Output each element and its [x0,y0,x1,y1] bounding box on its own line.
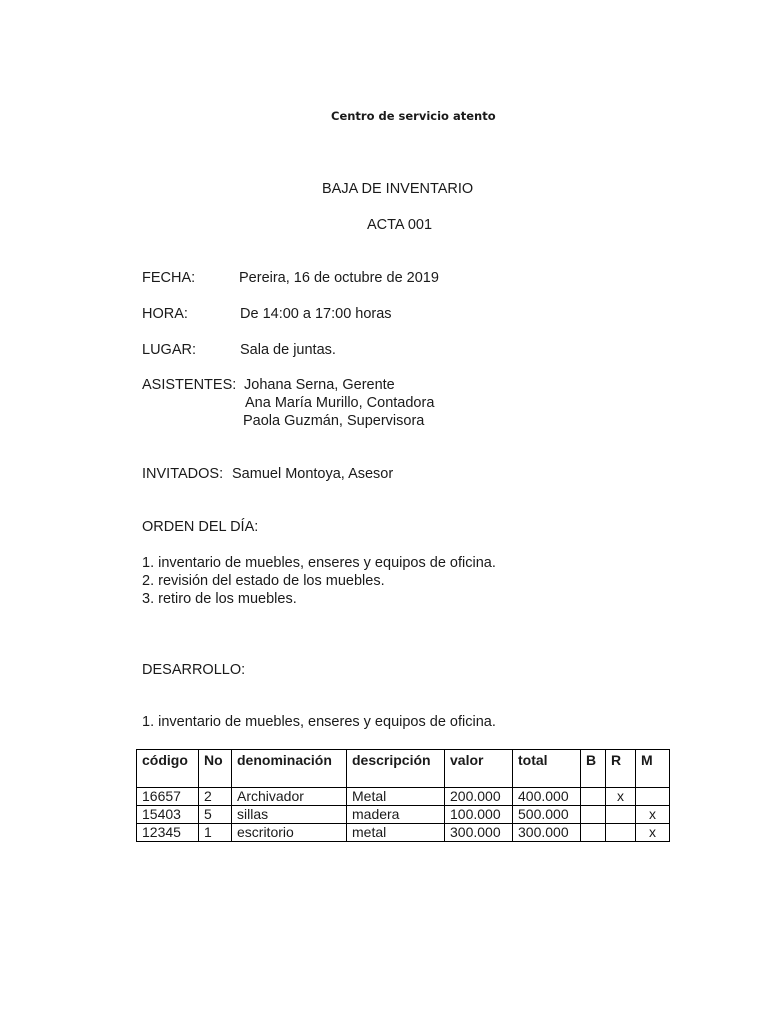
cell-b [581,788,606,806]
cell-b [581,824,606,842]
asistente-item: Paola Guzmán, Supervisora [243,413,425,429]
asistente-item: Ana María Murillo, Contadora [245,395,435,411]
cell-valor: 300.000 [445,824,513,842]
cell-descripcion: Metal [347,788,445,806]
header-descripcion: descripción [347,750,445,788]
header-total: total [513,750,581,788]
lugar-value: Sala de juntas. [240,342,336,358]
lugar-label: LUGAR: [142,342,196,358]
fecha-label: FECHA: [142,270,196,286]
cell-b [581,806,606,824]
header-denominacion: denominación [232,750,347,788]
development-item: 1. inventario de muebles, enseres y equipos de oficina. [142,714,496,730]
header-m: M [636,750,670,788]
table-row [137,806,670,824]
agenda-item: 2. revisión del estado de los muebles. [142,573,385,589]
cell-codigo: 12345 [137,824,199,842]
cell-descripcion: madera [347,806,445,824]
hora-value: De 14:00 a 17:00 horas [240,306,392,322]
fecha-value: Pereira, 16 de octubre de 2019 [239,270,439,286]
cell-valor: 100.000 [445,806,513,824]
inventory-table [136,749,670,842]
table-header-row [137,750,670,788]
asistentes-label: ASISTENTES: [142,377,237,393]
cell-no: 1 [199,824,232,842]
asistente-item: Johana Serna, Gerente [244,377,395,393]
cell-codigo: 15403 [137,806,199,824]
header-b: B [581,750,606,788]
cell-codigo: 16657 [137,788,199,806]
header-valor: valor [445,750,513,788]
cell-m: x [636,806,670,824]
cell-total: 400.000 [513,788,581,806]
cell-denominacion: sillas [232,806,347,824]
header-no: No [199,750,232,788]
header-codigo: código [137,750,199,788]
cell-descripcion: metal [347,824,445,842]
cell-r: x [606,788,636,806]
company-name: Centro de servicio atento [331,109,496,123]
cell-no: 5 [199,806,232,824]
cell-valor: 200.000 [445,788,513,806]
development-heading: DESARROLLO: [142,662,246,678]
cell-denominacion: Archivador [232,788,347,806]
table-row [137,788,670,806]
cell-m: x [636,824,670,842]
cell-denominacion: escritorio [232,824,347,842]
table-row [137,824,670,842]
cell-total: 500.000 [513,806,581,824]
agenda-item: 1. inventario de muebles, enseres y equipos de oficina. [142,555,496,571]
invitados-value: Samuel Montoya, Asesor [232,466,394,482]
document-title: BAJA DE INVENTARIO [322,181,474,197]
cell-total: 300.000 [513,824,581,842]
cell-r [606,824,636,842]
cell-no: 2 [199,788,232,806]
invitados-label: INVITADOS: [142,466,224,482]
hora-label: HORA: [142,306,188,322]
cell-r [606,806,636,824]
acta-number: ACTA 001 [367,217,433,233]
agenda-item: 3. retiro de los muebles. [142,591,297,607]
agenda-heading: ORDEN DEL DÍA: [142,519,259,535]
header-r: R [606,750,636,788]
cell-m [636,788,670,806]
